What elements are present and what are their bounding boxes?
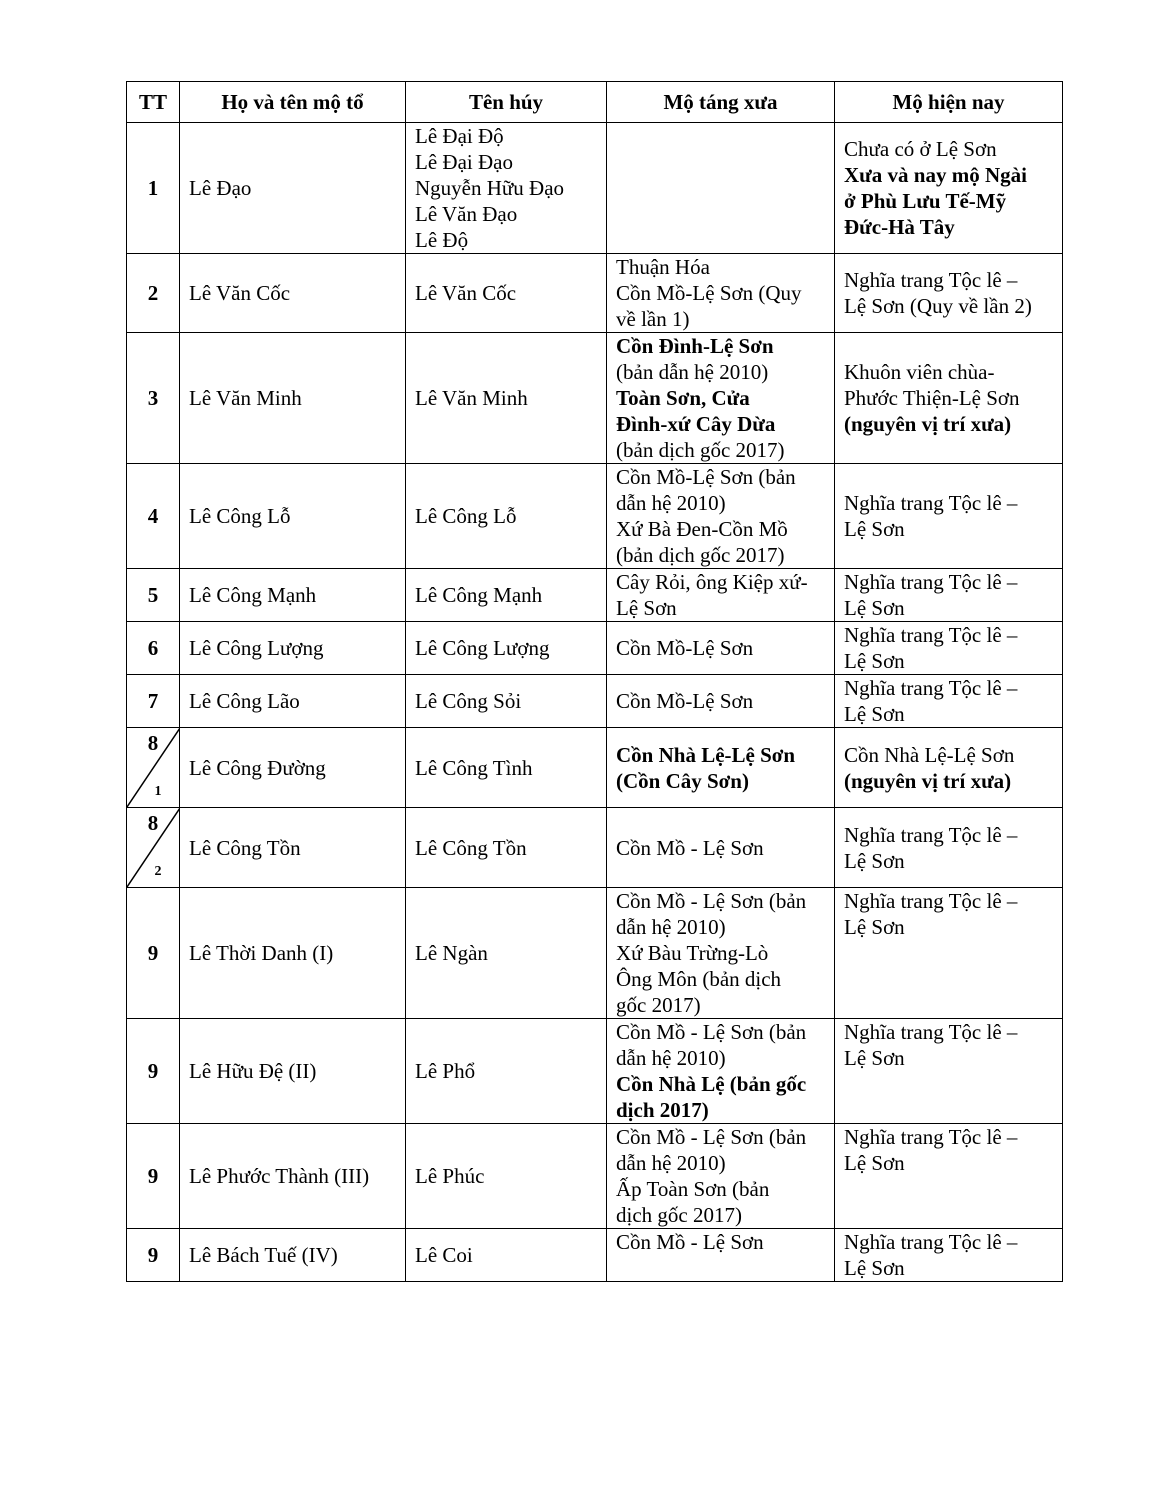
old-tomb: [607, 1229, 835, 1282]
split-number: [127, 808, 179, 887]
old-tomb-line: Xứ Bà Đen-Cồn Mồ: [616, 517, 788, 541]
row-number: 9: [127, 1019, 180, 1124]
current-tomb-line: Lệ Sơn: [844, 1151, 905, 1175]
taboo-names: [406, 254, 607, 333]
current-tomb-line: Lệ Sơn: [844, 596, 905, 620]
table-row: [127, 728, 1063, 808]
row-number-sub: 2: [154, 864, 162, 879]
taboo-names: [406, 123, 607, 254]
row-number: 4: [127, 464, 180, 569]
current-tomb-line: Lệ Sơn: [844, 649, 905, 673]
current-tomb-line: Nghĩa trang Tộc lê –: [844, 1020, 1018, 1044]
current-tomb: [835, 888, 1063, 1019]
table-row: [127, 254, 1063, 333]
current-tomb-line: Nghĩa trang Tộc lê –: [844, 570, 1018, 594]
ancestor-name: Lê Thời Danh (I): [180, 888, 406, 1019]
current-tomb: [835, 464, 1063, 569]
row-number: 3: [127, 333, 180, 464]
current-tomb: [835, 1124, 1063, 1229]
taboo-name-line: Lê Công Mạnh: [415, 583, 543, 607]
current-tomb-line: Nghĩa trang Tộc lê –: [844, 1230, 1018, 1254]
table-row: [127, 123, 1063, 254]
header-tt: TT: [127, 82, 180, 123]
old-tomb: [607, 333, 835, 464]
old-tomb-line: dẫn hệ 2010): [616, 1046, 726, 1070]
old-tomb-line: (bản dẫn hệ 2010): [616, 360, 769, 384]
current-tomb-line: Nghĩa trang Tộc lê –: [844, 1125, 1018, 1149]
taboo-name-line: Lê Công Sỏi: [415, 689, 522, 713]
old-tomb: [607, 123, 835, 254]
old-tomb: [607, 569, 835, 622]
old-tomb: [607, 808, 835, 888]
header-taboo-name: Tên húy: [406, 82, 607, 123]
taboo-names: [406, 1229, 607, 1282]
current-tomb-line: Nghĩa trang Tộc lê –: [844, 623, 1018, 647]
old-tomb-line: (bản dịch gốc 2017): [616, 438, 785, 462]
old-tomb-line: Cồn Mồ - Lệ Sơn (bản: [616, 1125, 807, 1149]
ancestor-name: Lê Công Mạnh: [180, 569, 406, 622]
ancestor-name: Lê Bách Tuế (IV): [180, 1229, 406, 1282]
taboo-name-line: Lê Coi: [415, 1243, 473, 1267]
current-tomb-line: (nguyên vị trí xưa): [844, 768, 1012, 793]
ancestor-name: Lê Đạo: [180, 123, 406, 254]
ancestor-name: Lê Văn Cốc: [180, 254, 406, 333]
current-tomb: [835, 254, 1063, 333]
table-row: [127, 888, 1063, 1019]
old-tomb-line: Cây Rỏi, ông Kiệp xứ-: [616, 570, 808, 594]
row-number: 2: [127, 254, 180, 333]
taboo-names: [406, 675, 607, 728]
taboo-names: [406, 622, 607, 675]
current-tomb: [835, 622, 1063, 675]
current-tomb-line: Lệ Sơn: [844, 1256, 905, 1280]
old-tomb-line: Lệ Sơn: [616, 596, 677, 620]
row-number: 1: [127, 123, 180, 254]
current-tomb: [835, 123, 1063, 254]
current-tomb-line: Lệ Sơn: [844, 915, 905, 939]
taboo-name-line: Lê Đại Đạo: [415, 150, 513, 174]
row-number-main: 8: [147, 731, 159, 755]
taboo-name-line: Lê Văn Đạo: [415, 202, 518, 226]
old-tomb: [607, 1124, 835, 1229]
old-tomb-line: Cồn Mồ-Lệ Sơn (bản: [616, 465, 796, 489]
taboo-names: [406, 569, 607, 622]
table-row: [127, 675, 1063, 728]
old-tomb-line: Đình-xứ Cây Dừa: [616, 412, 776, 436]
taboo-names: [406, 888, 607, 1019]
current-tomb-line: Phước Thiện-Lệ Sơn: [844, 386, 1020, 410]
current-tomb-line: Lệ Sơn: [844, 1046, 905, 1070]
current-tomb-line: Nghĩa trang Tộc lê –: [844, 268, 1018, 292]
ancestor-name: Lê Phước Thành (III): [180, 1124, 406, 1229]
taboo-name-line: Lê Phổ: [415, 1059, 476, 1083]
row-number: [127, 728, 180, 808]
old-tomb-line: Ông Môn (bản dịch: [616, 967, 782, 991]
old-tomb-line: Cồn Mồ - Lệ Sơn: [616, 835, 764, 860]
old-tomb-line: dẫn hệ 2010): [616, 1151, 726, 1175]
ancestor-name: Lê Hữu Đệ (II): [180, 1019, 406, 1124]
old-tomb: [607, 622, 835, 675]
current-tomb-line: Lệ Sơn (Quy về lần 2): [844, 294, 1032, 318]
old-tomb: [607, 1019, 835, 1124]
current-tomb-line: Xưa và nay mộ Ngài: [844, 163, 1027, 187]
current-tomb: [835, 808, 1063, 888]
taboo-name-line: Lê Công Lượng: [415, 636, 550, 660]
old-tomb-line: Thuận Hóa: [616, 255, 710, 279]
table-header: [127, 82, 1063, 123]
current-tomb-line: (nguyên vị trí xưa): [844, 412, 1012, 436]
old-tomb-line: Cồn Đình-Lệ Sơn: [616, 334, 774, 358]
current-tomb-line: Lệ Sơn: [844, 848, 905, 873]
old-tomb-line: Cồn Mồ - Lệ Sơn (bản: [616, 889, 807, 913]
old-tomb-line: (Cồn Cây Sơn): [616, 768, 749, 793]
ancestor-name: Lê Công Đường: [180, 728, 406, 808]
taboo-name-line: Lê Công Tồn: [415, 835, 527, 860]
old-tomb-line: dẫn hệ 2010): [616, 491, 726, 515]
old-tomb-line: Cồn Mồ - Lệ Sơn: [616, 1230, 764, 1254]
current-tomb-line: Đức-Hà Tây: [844, 215, 955, 239]
current-tomb-line: Nghĩa trang Tộc lê –: [844, 491, 1018, 515]
ancestor-name: Lê Công Lão: [180, 675, 406, 728]
old-tomb-line: Cồn Mồ-Lệ Sơn: [616, 689, 754, 713]
taboo-name-line: Lê Độ: [415, 228, 469, 252]
taboo-name-line: Lê Phúc: [415, 1164, 485, 1188]
current-tomb: [835, 1229, 1063, 1282]
current-tomb: [835, 569, 1063, 622]
old-tomb-line: dẫn hệ 2010): [616, 915, 726, 939]
old-tomb-line: Xứ Bàu Trừng-Lò: [616, 941, 769, 965]
table-row: [127, 1019, 1063, 1124]
current-tomb-line: ở Phù Lưu Tế-Mỹ: [844, 189, 1007, 213]
taboo-name-line: Lê Văn Cốc: [415, 281, 517, 305]
old-tomb: [607, 464, 835, 569]
old-tomb: [607, 675, 835, 728]
row-number: 6: [127, 622, 180, 675]
ancestor-name: Lê Văn Minh: [180, 333, 406, 464]
old-tomb-line: Cồn Mồ - Lệ Sơn (bản: [616, 1020, 807, 1044]
row-number: [127, 808, 180, 888]
current-tomb: [835, 675, 1063, 728]
table-row: [127, 333, 1063, 464]
old-tomb-line: dịch 2017): [616, 1098, 709, 1122]
ancestor-name: Lê Công Lỗ: [180, 464, 406, 569]
row-number: 9: [127, 1124, 180, 1229]
row-number-sub: 1: [154, 784, 162, 799]
taboo-names: [406, 464, 607, 569]
old-tomb-line: về lần 1): [616, 307, 690, 331]
taboo-names: [406, 728, 607, 808]
row-number: 7: [127, 675, 180, 728]
taboo-name-line: Lê Đại Độ: [415, 124, 504, 148]
table-row: [127, 1124, 1063, 1229]
current-tomb-line: Khuôn viên chùa-: [844, 360, 995, 384]
taboo-names: [406, 333, 607, 464]
header-row: [127, 82, 1063, 123]
old-tomb: [607, 254, 835, 333]
taboo-name-line: Lê Công Tình: [415, 755, 533, 780]
current-tomb-line: Nghĩa trang Tộc lê –: [844, 676, 1018, 700]
old-tomb-line: gốc 2017): [616, 993, 701, 1017]
taboo-name-line: Lê Công Lỗ: [415, 504, 517, 528]
old-tomb-line: Cồn Nhà Lệ-Lệ Sơn: [616, 742, 796, 767]
taboo-name-line: Lê Ngàn: [415, 941, 488, 965]
old-tomb: [607, 728, 835, 808]
current-tomb-line: Cồn Nhà Lệ-Lệ Sơn: [844, 742, 1015, 767]
header-current-tomb: Mộ hiện nay: [835, 82, 1063, 123]
row-number: 5: [127, 569, 180, 622]
header-ancestor-name: Họ và tên mộ tổ: [180, 82, 406, 123]
table-row: [127, 464, 1063, 569]
table-body: [127, 123, 1063, 1282]
current-tomb-line: Lệ Sơn: [844, 702, 905, 726]
table-row: [127, 622, 1063, 675]
current-tomb: [835, 333, 1063, 464]
row-number: 9: [127, 1229, 180, 1282]
old-tomb: [607, 888, 835, 1019]
ancestor-tomb-table: [126, 81, 1063, 1282]
taboo-names: [406, 1124, 607, 1229]
old-tomb-line: Cồn Nhà Lệ (bản gốc: [616, 1072, 807, 1096]
current-tomb: [835, 1019, 1063, 1124]
ancestor-name: Lê Công Lượng: [180, 622, 406, 675]
split-number: [127, 728, 179, 807]
row-number: 9: [127, 888, 180, 1019]
taboo-names: [406, 808, 607, 888]
old-tomb-line: Cồn Mồ-Lệ Sơn (Quy: [616, 281, 802, 305]
old-tomb-line: (bản dịch gốc 2017): [616, 543, 785, 567]
taboo-name-line: Lê Văn Minh: [415, 386, 528, 410]
table-row: [127, 1229, 1063, 1282]
current-tomb-line: Nghĩa trang Tộc lê –: [844, 822, 1018, 847]
current-tomb: [835, 728, 1063, 808]
ancestor-name: Lê Công Tồn: [180, 808, 406, 888]
old-tomb-line: dịch gốc 2017): [616, 1203, 742, 1227]
table-row: [127, 808, 1063, 888]
current-tomb-line: Chưa có ở Lệ Sơn: [844, 137, 997, 161]
taboo-name-line: Nguyễn Hữu Đạo: [415, 176, 565, 200]
old-tomb-line: Ấp Toàn Sơn (bản: [616, 1177, 770, 1201]
header-old-tomb: Mộ táng xưa: [607, 82, 835, 123]
current-tomb-line: Nghĩa trang Tộc lê –: [844, 889, 1018, 913]
old-tomb-line: Cồn Mồ-Lệ Sơn: [616, 636, 754, 660]
current-tomb-line: Lệ Sơn: [844, 517, 905, 541]
row-number-main: 8: [147, 811, 159, 835]
table-row: [127, 569, 1063, 622]
old-tomb-line: Toàn Sơn, Cửa: [616, 386, 750, 410]
taboo-names: [406, 1019, 607, 1124]
